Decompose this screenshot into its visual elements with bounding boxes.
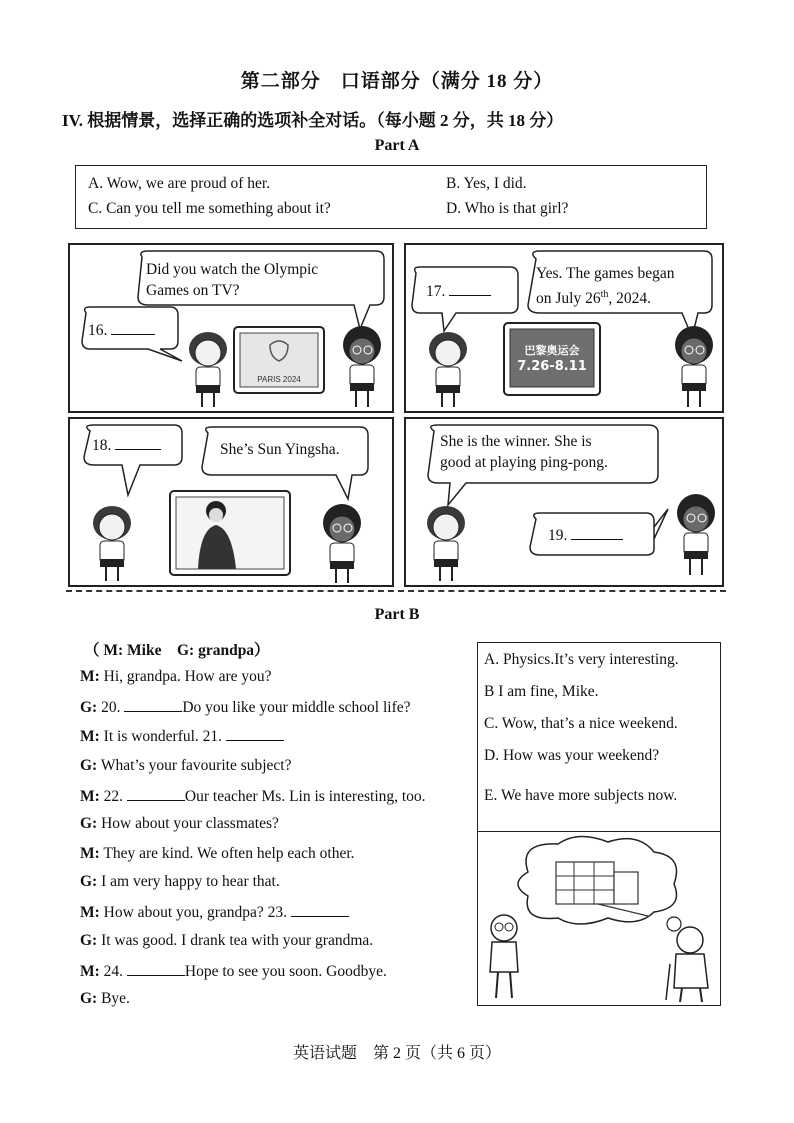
dialogue-line	[80, 873, 280, 891]
speaker-label: M:	[80, 788, 100, 805]
dialogue-line	[80, 902, 349, 922]
comic-panel-4	[404, 417, 724, 587]
dialogue-text: I am very happy to hear that.	[101, 873, 280, 890]
option-b-b: B I am fine, Mike.	[484, 683, 599, 700]
speaker-label: G:	[80, 932, 98, 949]
part-b-options	[477, 642, 721, 832]
speaker-label: G:	[80, 815, 98, 832]
option-a: A. Wow, we are proud of her.	[88, 175, 271, 192]
girl-character-icon	[427, 506, 465, 581]
panel-1-bubble: Did you watch the Olympic Games on TV?	[146, 261, 319, 299]
dialogue-text: 24.	[103, 963, 124, 980]
boy-character-icon	[343, 326, 381, 407]
instruction: IV. 根据情景，选择正确的选项补全对话。（每小题 2 分，共 18 分）	[62, 111, 564, 130]
dialogue-text: It was good. I drank tea with your grandma.	[101, 932, 374, 949]
option-b-e: E. We have more subjects now.	[484, 787, 678, 804]
speaker-label: M:	[80, 668, 100, 685]
girl-character-icon	[93, 506, 131, 581]
dialogue-line	[80, 697, 411, 717]
panel-3-bubble: She’s Sun Yingsha.	[220, 441, 340, 458]
girl-character-icon	[189, 332, 227, 407]
speaker-label: G:	[80, 699, 98, 716]
blank-16: 16.	[88, 320, 155, 341]
dialogue-line	[80, 726, 284, 746]
boy-figure-icon	[490, 915, 518, 998]
dialogue-text: Do you like your middle school life?	[182, 699, 411, 716]
option-b-a: A. Physics.It’s very interesting.	[484, 651, 679, 668]
panel-4-bubble: She is the winner. She is good at playing ping-pong.	[440, 433, 608, 471]
option-b: B. Yes, I did.	[446, 175, 527, 192]
answer-blank[interactable]	[127, 961, 185, 976]
dialogue-text: Hi, grandpa. How are you?	[103, 668, 272, 685]
speaker-label: G:	[80, 757, 98, 774]
dialogue-line	[80, 786, 426, 806]
answer-blank[interactable]	[124, 697, 182, 712]
speaker-label: G:	[80, 873, 98, 890]
speaker-label: M:	[80, 963, 100, 980]
dialogue-text: How about you, grandpa? 23.	[103, 904, 288, 921]
dialogue-line	[80, 757, 292, 775]
section-divider	[66, 590, 726, 592]
blank-17: 17.	[426, 281, 491, 302]
boy-character-icon	[675, 326, 713, 407]
dialogue-text: How about your classmates?	[101, 815, 279, 832]
boy-character-icon	[323, 504, 361, 583]
girl-character-icon	[429, 332, 467, 407]
option-b-d: D. How was your weekend?	[484, 747, 660, 764]
panel-2-bubble: Yes. The games began on July 26th, 2024.	[536, 265, 675, 308]
thought-bubble-drawing	[478, 832, 721, 1006]
grandpa-figure-icon	[666, 927, 708, 1002]
option-c: C. Can you tell me something about it?	[88, 200, 331, 217]
dialogue-roles: （ M: Mike G: grandpa）	[84, 642, 270, 659]
dialogue-text: What’s your favourite subject?	[100, 757, 292, 774]
dialogue-line	[80, 961, 387, 981]
blank-18: 18.	[92, 435, 161, 456]
answer-blank[interactable]	[226, 726, 284, 741]
page-footer: 英语试题 第 2 页（共 6 页）	[292, 1045, 501, 1062]
dialogue-text: Bye.	[101, 990, 130, 1007]
dialogue-text: Our teacher Ms. Lin is interesting, too.	[184, 788, 426, 805]
dialogue-line	[80, 815, 279, 833]
dialogue-line	[80, 845, 355, 863]
speaker-label: M:	[80, 728, 100, 745]
dialogue-text: 22.	[103, 788, 124, 805]
comic-panel-1	[68, 243, 394, 413]
dialogue-text: It is wonderful. 21.	[103, 728, 223, 745]
boy-character-icon	[677, 494, 715, 575]
dialogue-line	[80, 668, 272, 686]
blank-19: 19.	[548, 525, 623, 546]
speaker-label: G:	[80, 990, 98, 1007]
tv-olympics-dates: 巴黎奥运会 7.26-8.11	[517, 344, 587, 374]
part-b-label: Part B	[374, 606, 420, 623]
dialogue-text: They are kind. We often help each other.	[103, 845, 355, 862]
option-b-c: C. Wow, that’s a nice weekend.	[484, 715, 678, 732]
dialogue-text: Hope to see you soon. Goodbye.	[184, 963, 387, 980]
comic-panel-3	[68, 417, 394, 587]
dialogue-line	[80, 932, 373, 950]
section-title: 第二部分 口语部分（满分 18 分）	[240, 71, 554, 92]
comic-panel-2	[404, 243, 724, 413]
part-a-label: Part A	[374, 137, 420, 154]
dialogue-line	[80, 990, 130, 1008]
tv-paris-2024: PARIS 2024	[257, 375, 301, 384]
answer-blank[interactable]	[127, 786, 185, 801]
part-a-options	[75, 165, 707, 229]
grandpa-boy-illustration	[477, 831, 721, 1006]
speaker-label: M:	[80, 904, 100, 921]
speaker-label: M:	[80, 845, 100, 862]
answer-blank[interactable]	[291, 902, 349, 917]
option-d: D. Who is that girl?	[446, 200, 569, 217]
dialogue-text: 20.	[101, 699, 121, 716]
